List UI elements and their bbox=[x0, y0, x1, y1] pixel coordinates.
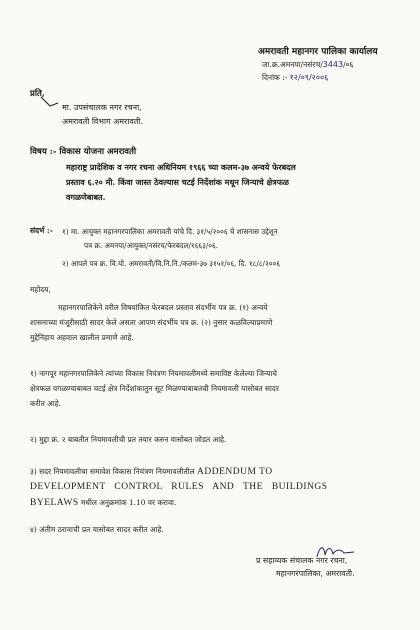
date-line bbox=[262, 72, 328, 83]
paragraph-4-line-1-english: ADDENDUM TO bbox=[197, 467, 273, 477]
recipient-label: प्रति, bbox=[30, 89, 45, 99]
subject-body bbox=[66, 160, 386, 205]
date-value: १२/०९/२००६ bbox=[289, 73, 329, 82]
paragraph-1 bbox=[30, 300, 390, 345]
paragraph-4-line-2: DEVELOPMENT CONTROL RULES AND THE BUILDINGS bbox=[30, 482, 328, 492]
paragraph-2-line-3: करीत आहे. bbox=[30, 399, 62, 408]
recipient-line-1: मा. उपसंचालक नगर रचना, bbox=[62, 103, 142, 112]
reference-number-line bbox=[262, 60, 353, 70]
paragraph-4-line-3 bbox=[30, 495, 390, 511]
paragraph-1-line-3: मुद्देनिहाय अहवाल खालील प्रमाणे आहे. bbox=[30, 333, 134, 342]
subject-line-3: वगळणेबाबत. bbox=[66, 192, 106, 202]
reference-item-1-line-1: १) मा. आयुक्त महानगरपालिका अमरावती यांचे दि. ३१/५/२००६ चे शासनास उद्देशून bbox=[62, 227, 278, 236]
paragraph-4-line-1 bbox=[30, 464, 390, 480]
signatory-line-1 bbox=[256, 556, 355, 566]
paragraph-2-line-1: १) नागपूर महानगरपालिकेने त्यांच्या विकास नियंत्रण नियमावलीमध्ये समाविष्ट केलेल्या जिन्याचे bbox=[30, 369, 277, 378]
paragraph-1-line-1: महानगरपालिकेने वरील विषयांकित फेरबदल प्रस्ताव संदर्भीय पत्र क्र. (१) अन्वये bbox=[58, 303, 268, 312]
salutation: महोदय, bbox=[30, 285, 51, 294]
paragraph-4-line-3-marathi: मधील अनुक्रमांक 1.10 वर करावा. bbox=[81, 498, 177, 507]
paragraph-4-line-3-english: BYELAWS bbox=[30, 498, 79, 508]
paragraph-4 bbox=[30, 464, 390, 511]
paragraph-4-line-1-marathi: ३) सदर नियमावलीचा समावेश विकास नियंत्रण नियमावलीतील bbox=[30, 467, 195, 476]
reference-suffix: /०६ bbox=[343, 60, 354, 69]
reference-number: 3443 bbox=[322, 60, 344, 69]
reference-item-2: २) आपले पत्र क्र. वि.यो. अमरावती/वि.नि.नि./कलम-३७ ३१५१/०६, दि. १८/८/२००६ bbox=[62, 259, 280, 268]
signatory-title: सहाय्यक संचालक नगर रचना, bbox=[262, 556, 348, 565]
subject-line-1: महाराष्ट्र प्रादेशिक व नगर रचना अधिनियम १९६६ च्या कलम-३७ अन्वये फेरबदल bbox=[66, 162, 296, 172]
date-label: दिनांक :- bbox=[262, 73, 288, 82]
signatory-line-2: महानगरपालिका, अमरावती. bbox=[276, 569, 355, 578]
paragraph-2-line-2: क्षेत्रफळ वगळण्याबाबत चटई क्षेत्र निर्देशांकातुन सूट मिळण्याबाबतची नियमावली यासोबत सादर bbox=[30, 384, 279, 393]
paragraph-2 bbox=[30, 366, 390, 411]
recipient-line-2: अमरावती विभाग अमरावती. bbox=[62, 117, 143, 126]
signature-mark: प्र bbox=[256, 556, 261, 565]
office-name: अमरावती महानगर पालिका कार्यालय bbox=[258, 47, 378, 57]
reference-label: संदर्भ :- bbox=[30, 226, 53, 235]
reference-item-1-line-2: पत्र क्र. अमनपा/आयुक्त/नसंरच/फेरबदल/१६६३/०६. bbox=[84, 241, 219, 250]
subject-label: विषय :- विकास योजना अमरावती bbox=[30, 147, 137, 157]
paragraph-1-line-2: शासनाच्या मंजूरीसाठी सादर केले असता आपण संदर्भीय पत्र क्र. (२) नुसार कळविल्याप्रमाणे bbox=[30, 318, 273, 327]
signature-block bbox=[256, 556, 355, 579]
reference-prefix: जा.क्र.अमनपा/नसंरच/ bbox=[262, 60, 323, 69]
paragraph-5: ४) अंतीम ठरावाची प्रत यासोबत सादर करीत आहे. bbox=[30, 525, 164, 534]
arrow-icon bbox=[40, 96, 60, 111]
subject-line-2: प्रस्ताव ६.२० मी. किंवा जास्त ठेवल्यास चटई निर्देशांक मधून जिन्याचे क्षेत्रफळ bbox=[66, 177, 289, 187]
paragraph-3: २) मुद्दा क्र. २ बाबतीत नियमावलीची प्रत तयार करुन यासोबत जोडत आहे. bbox=[30, 435, 227, 444]
